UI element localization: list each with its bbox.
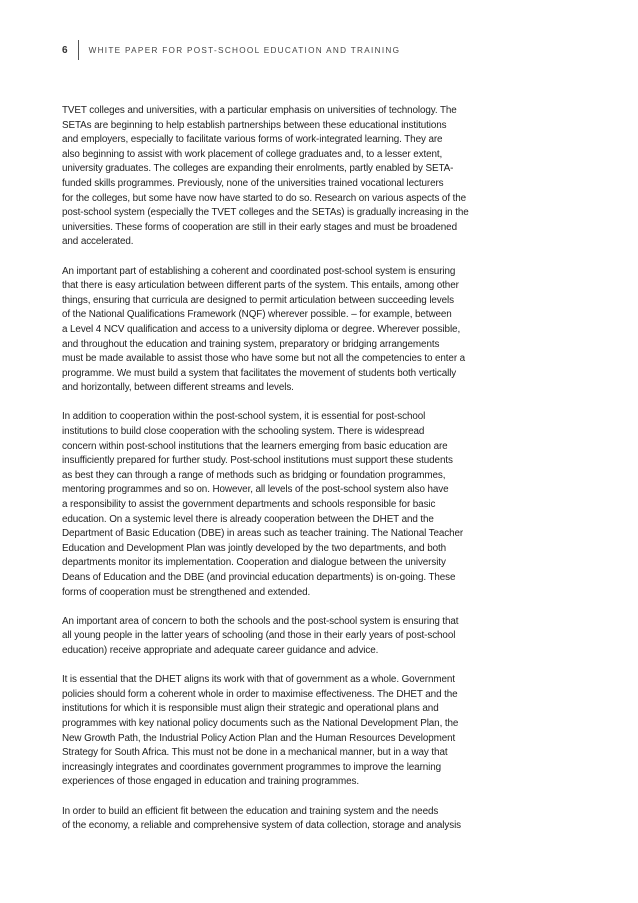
- text-line: increasingly integrates and coordinates government programmes to improve the learning: [62, 761, 442, 773]
- text-line: as best they can through a range of methods such as bridging or foundation programmes,: [62, 469, 446, 481]
- text-line: An important part of establishing a coherent and coordinated post-school system is ensuring: [62, 265, 456, 277]
- text-line: of the National Qualifications Framework (NQF) wherever possible. – for example, between: [62, 309, 452, 321]
- text-line: Education and Development Plan was jointly developed by the two departments, and both: [62, 542, 447, 554]
- text-line: funded skills programmes. Previously, none of the universities trained vocational lecturers: [62, 177, 444, 189]
- document-title: WHITE PAPER FOR POST-SCHOOL EDUCATION AND TRAINING: [88, 45, 401, 55]
- text-line: In order to build an efficient fit between the education and training system and the needs: [62, 805, 439, 817]
- running-header: [62, 40, 400, 60]
- text-line: Department of Basic Education (DBE) in areas such as teacher training. The National Teacher: [62, 528, 464, 540]
- text-line: programme. We must build a system that facilitates the movement of students both vertically: [62, 367, 457, 379]
- text-line: institutions to build close cooperation with the schooling system. There is widespread: [62, 426, 425, 438]
- text-line: and throughout the education and training system, preparatory or bridging arrangements: [62, 338, 440, 350]
- text-line: Strategy for South Africa. This must not be done in a mechanical manner, but in a way that: [62, 747, 448, 759]
- text-line: New Growth Path, the Industrial Policy Action Plan and the Human Resources Development: [62, 732, 456, 744]
- text-line: must be made available to assist those who have some but not all the competencies to enter a: [62, 353, 466, 365]
- text-line: things, ensuring that curricula are designed to permit articulation between succeeding levels: [62, 294, 454, 306]
- text-line: of the economy, a reliable and comprehensive system of data collection, storage and analysis: [62, 820, 462, 832]
- text-line: and accelerated.: [62, 236, 134, 248]
- paragraph: [62, 673, 562, 790]
- text-line: It is essential that the DHET aligns its work with that of government as a whole. Government: [62, 674, 455, 686]
- text-line: also beginning to assist with work placement of college graduates and, to a lesser extent,: [62, 148, 443, 160]
- text-line: and horizontally, between different streams and levels.: [62, 382, 294, 394]
- text-line: programmes with key national policy documents such as the National Development Plan, the: [62, 717, 459, 729]
- text-line: Deans of Education and the DBE (and provincial education departments) is on-going. These: [62, 572, 456, 583]
- text-line: SETAs are beginning to help establish partnerships between these educational institutions: [62, 119, 447, 131]
- text-line: a responsibility to assist the government departments and schools responsible for basic: [62, 499, 436, 511]
- text-line: departments monitor its implementation. Cooperation and dialogue between the university: [62, 557, 446, 569]
- page-number: 6: [62, 44, 68, 56]
- text-line: universities. These forms of cooperation are still in their early stages and must be broadened: [62, 221, 457, 233]
- body-text: [62, 104, 562, 848]
- text-line: a Level 4 NCV qualification and access to a university diploma or degree. Wherever possible,: [62, 323, 461, 335]
- paragraph: [62, 615, 562, 659]
- paragraph: [62, 410, 562, 600]
- paragraph: [62, 805, 562, 834]
- paragraph: [62, 265, 562, 396]
- text-line: policies should form a coherent whole in order to maximise effectiveness. The DHET and the: [62, 688, 458, 700]
- text-line: education) receive appropriate and adequate career guidance and advice.: [62, 644, 379, 656]
- text-line: institutions for which it is responsible must align their strategic and operational plans and: [62, 703, 439, 715]
- text-line: forms of cooperation must be strengthened and extended.: [62, 586, 311, 598]
- paragraph: [62, 104, 562, 250]
- text-line: and employers, especially to facilitate various forms of work-integrated learning. They are: [62, 134, 443, 146]
- text-line: mentoring programmes and so on. However, all levels of the post-school system also have: [62, 484, 449, 496]
- text-line: experiences of those engaged in education and training programmes.: [62, 776, 359, 788]
- text-line: In addition to cooperation within the post-school system, it is essential for post-school: [62, 411, 426, 423]
- text-line: TVET colleges and universities, with a particular emphasis on universities of technology. The: [62, 105, 457, 116]
- text-line: insufficiently prepared for further study. Post-school institutions must support these students: [62, 455, 453, 467]
- text-line: that there is easy articulation between different parts of the system. This entails, among other: [62, 280, 459, 292]
- header-divider: [78, 40, 79, 60]
- text-line: for the colleges, but some have now have started to do so. Research on various aspects of the: [62, 192, 467, 204]
- text-line: all young people in the latter years of schooling (and those in their early years of post-school: [62, 630, 456, 642]
- text-line: education. On a systemic level there is already cooperation between the DHET and the: [62, 513, 434, 525]
- text-line: An important area of concern to both the schools and the post-school system is ensuring that: [62, 615, 459, 627]
- text-line: post-school system (especially the TVET colleges and the SETAs) is gradually increasing in the: [62, 207, 469, 219]
- text-line: university graduates. The colleges are expanding their enrolments, partly enabled by SETA-: [62, 163, 454, 175]
- text-line: concern within post-school institutions that the learners emerging from basic education are: [62, 440, 448, 452]
